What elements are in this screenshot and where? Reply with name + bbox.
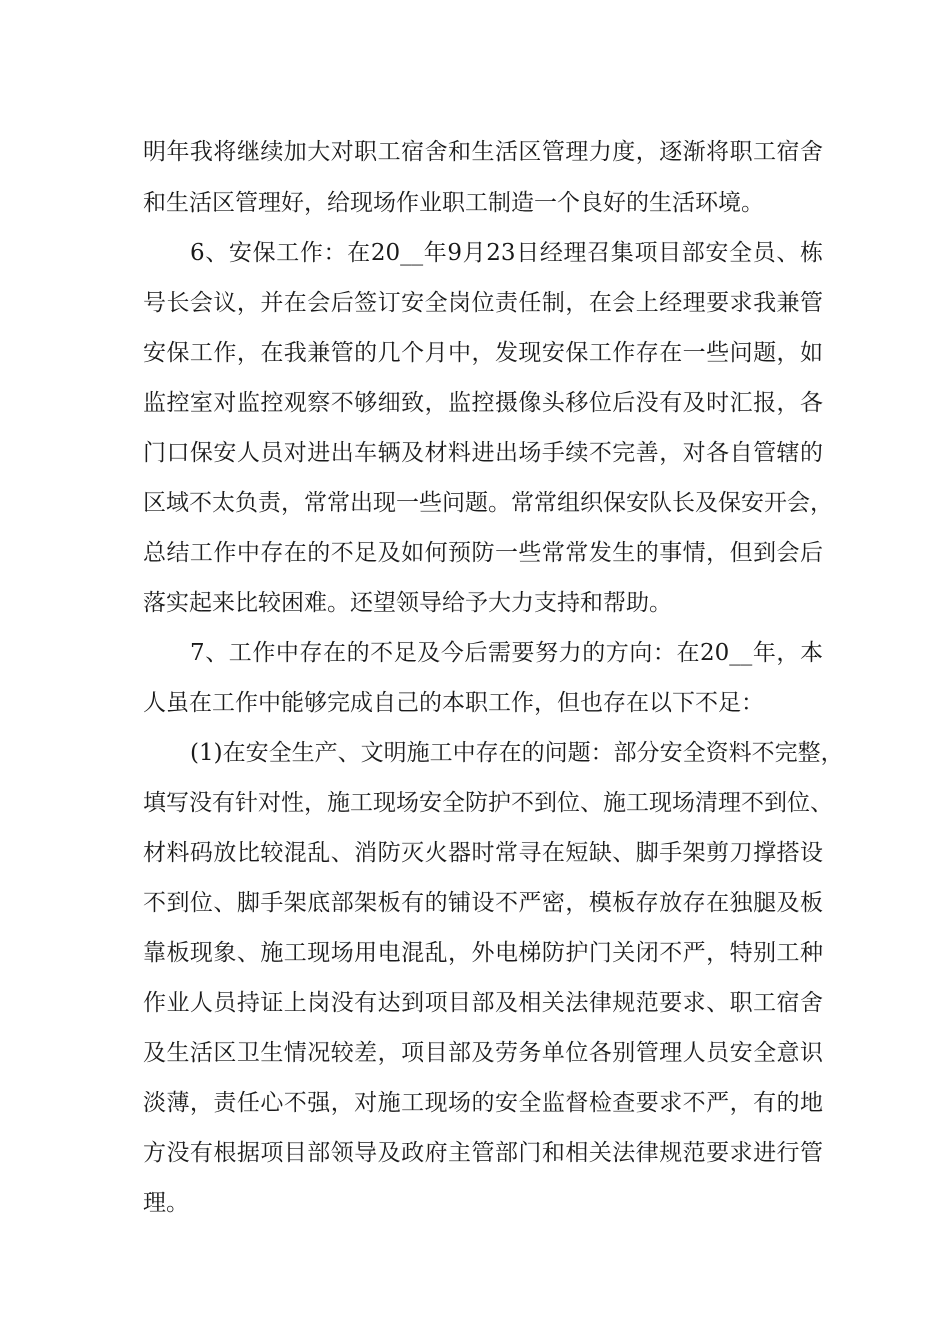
text-line: 明年我将继续加大对职工宿舍和生活区管理力度，逐渐将职工宿舍 xyxy=(143,139,823,165)
text-line: 和生活区管理好，给现场作业职工制造一个良好的生活环境。 xyxy=(143,190,764,216)
text-line: 方没有根据项目部领导及政府主管部门和相关法律规范要求进行管 xyxy=(143,1140,823,1166)
text-line: 区域不太负责，常常出现一些问题。常常组织保安队长及保安开会， xyxy=(143,490,833,516)
text-line: 落实起来比较困难。还望领导给予大力支持和帮助。 xyxy=(143,590,672,616)
text-line: 人虽在工作中能够完成自己的本职工作，但也存在以下不足： xyxy=(143,690,764,716)
paragraph-7-first-line: 7、工作中存在的不足及今后需要努力的方向：在20__年，本 xyxy=(190,640,823,666)
paragraph-1-first-line: (1)在安全生产、文明施工中存在的问题：部分安全资料不完整， xyxy=(190,740,844,766)
text-line: 总结工作中存在的不足及如何预防一些常常发生的事情，但到会后 xyxy=(143,540,823,566)
text-line: 门口保安人员对进出车辆及材料进出场手续不完善，对各自管辖的 xyxy=(143,440,823,466)
text-line: 安保工作，在我兼管的几个月中，发现安保工作存在一些问题，如 xyxy=(143,340,823,366)
text-line: 填写没有针对性，施工现场安全防护不到位、施工现场清理不到位、 xyxy=(143,790,833,816)
text-line: 理。 xyxy=(143,1190,189,1216)
paragraph-6-first-line: 6、安保工作：在20__年9月23日经理召集项目部安全员、栋 xyxy=(190,240,823,266)
text-line: 淡薄，责任心不强，对施工现场的安全监督检查要求不严，有的地 xyxy=(143,1090,823,1116)
text-line: 监控室对监控观察不够细致，监控摄像头移位后没有及时汇报，各 xyxy=(143,390,823,416)
text-line: 作业人员持证上岗没有达到项目部及相关法律规范要求、职工宿舍 xyxy=(143,990,823,1016)
text-line: 靠板现象、施工现场用电混乱，外电梯防护门关闭不严，特别工种 xyxy=(143,940,823,966)
text-line: 及生活区卫生情况较差，项目部及劳务单位各别管理人员安全意识 xyxy=(143,1040,823,1066)
text-line: 材料码放比较混乱、消防灭火器时常寻在短缺、脚手架剪刀撑搭设 xyxy=(143,840,823,866)
text-line: 号长会议，并在会后签订安全岗位责任制，在会上经理要求我兼管 xyxy=(143,290,823,316)
text-line: 不到位、脚手架底部架板有的铺设不严密，模板存放存在独腿及板 xyxy=(143,890,823,916)
